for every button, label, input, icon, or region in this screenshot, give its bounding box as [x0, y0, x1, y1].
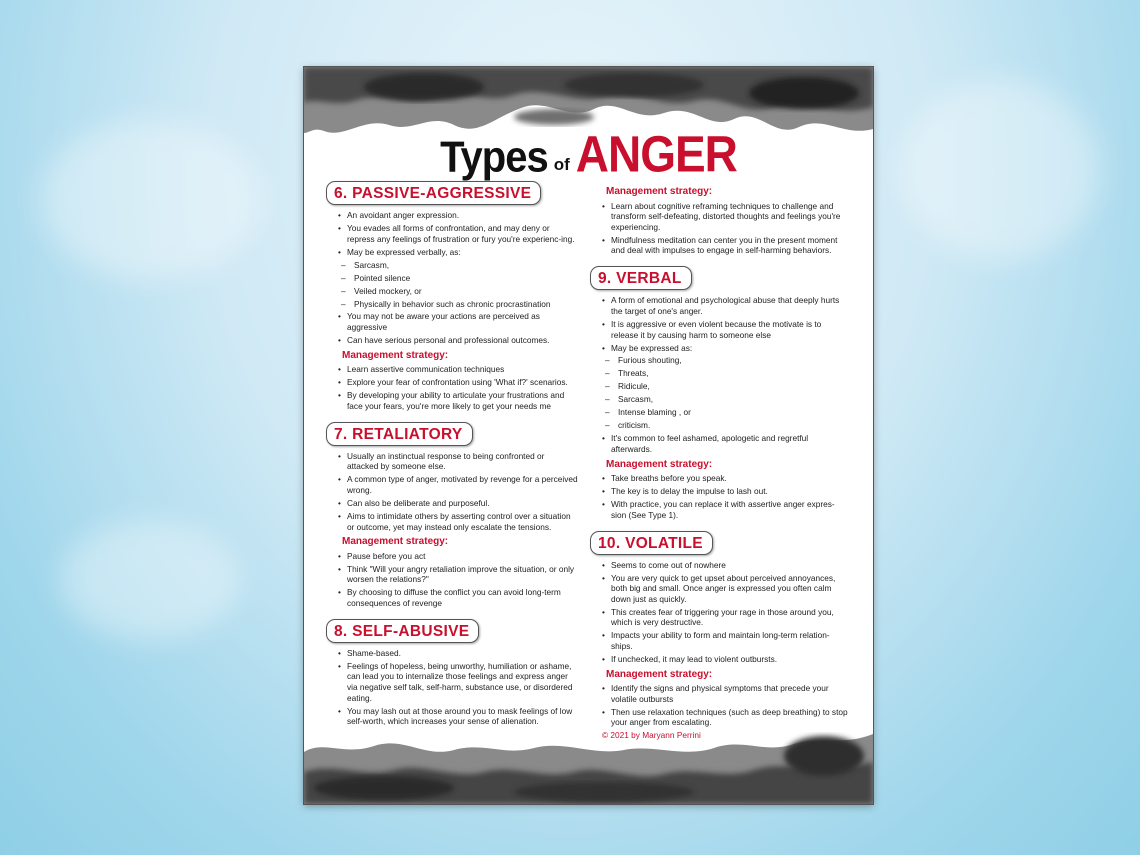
background-blot	[60, 520, 240, 640]
list-subitem: – criticism.	[602, 420, 848, 431]
left-column	[326, 181, 578, 729]
volatile-strategy-list	[602, 683, 848, 728]
list-item: • By choosing to diffuse the conflict you can avoid long-term consequences of revenge	[338, 587, 578, 608]
title-anger: ANGER	[575, 125, 737, 183]
list-item: • If unchecked, it may lead to violent outbursts.	[602, 654, 848, 665]
self-abusive-strategy-list	[602, 201, 848, 256]
list-subitem: – Veiled mockery, or	[338, 286, 578, 297]
list-item: • Mindfulness meditation can center you in the present moment and deal with impulses to engage in self-harming behaviors.	[602, 235, 848, 256]
management-strategy-heading: Management strategy:	[606, 186, 713, 197]
section-heading-retaliatory: 7. RETALIATORY	[326, 422, 473, 446]
management-strategy-heading: Management strategy:	[606, 458, 713, 470]
retaliatory-list	[338, 451, 578, 532]
list-item: • Can also be deliberate and purposeful.	[338, 498, 578, 509]
title-types: Types	[440, 132, 548, 182]
list-item: • You evades all forms of confrontation, and may deny or repress any feelings of frustration or fury you're experienc-ing.	[338, 223, 578, 244]
list-subitem: – Ridicule,	[602, 381, 848, 392]
section-heading-self-abusive: 8. SELF-ABUSIVE	[326, 619, 479, 643]
list-item: • Feelings of hopeless, being unworthy, humiliation or ashame, can lead you to internalize those feelings and express anger via negative self talk, self-harm, substance use, or disordered eating.	[338, 661, 578, 703]
management-strategy-heading: Management strategy:	[606, 668, 713, 680]
list-item: • Identify the signs and physical symptoms that precede your volatile outbursts	[602, 683, 848, 704]
section-heading-passive-aggressive: 6. PASSIVE-AGGRESSIVE	[326, 181, 541, 205]
verbal-list	[602, 295, 848, 454]
verbal-strategy-list	[602, 473, 848, 520]
list-item: • Take breaths before you speak.	[602, 473, 848, 484]
passive-aggressive-strategy-list	[338, 364, 578, 411]
right-column	[590, 187, 848, 741]
list-subitem: – Sarcasm,	[338, 260, 578, 271]
list-subitem: – Pointed silence	[338, 273, 578, 284]
list-subitem: – Furious shouting,	[602, 355, 848, 366]
retaliatory-strategy-list	[338, 551, 578, 609]
list-item: • You may lash out at those around you to mask feelings of low self-worth, which increases your sense of alienation.	[338, 706, 578, 727]
list-item: • Shame-based.	[338, 648, 578, 659]
list-item: • Explore your fear of confrontation using 'What if?' scenarios.	[338, 377, 578, 388]
anger-poster-sheet	[304, 67, 873, 804]
list-subitem: – Intense blaming , or	[602, 407, 848, 418]
list-item: • An avoidant anger expression.	[338, 210, 578, 221]
list-item: • A form of emotional and psychological abuse that deeply hurts the target of one's anger.	[602, 295, 848, 316]
list-item: • Can have serious personal and professional outcomes.	[338, 335, 578, 346]
list-item: • A common type of anger, motivated by revenge for a perceived wrong.	[338, 474, 578, 495]
management-strategy-heading: Management strategy:	[342, 536, 449, 548]
list-item: • The key is to delay the impulse to lash out.	[602, 486, 848, 497]
section-heading-verbal: 9. VERBAL	[590, 266, 692, 290]
list-item: • Pause before you act	[338, 551, 578, 562]
poster-title	[304, 127, 873, 181]
list-item: • Then use relaxation techniques (such as deep breathing) to stop your anger from escalating.	[602, 707, 848, 728]
list-item: • May be expressed as:	[602, 343, 848, 354]
volatile-list	[602, 560, 848, 665]
list-subitem: – Physically in behavior such as chronic procrastination	[338, 299, 578, 310]
background-blot	[900, 80, 1100, 260]
list-item: • Aims to intimidate others by asserting control over a situation or outcome, yet may instead only escalate the tensions.	[338, 511, 578, 532]
list-item: • Usually an instinctual response to being confronted or attacked by someone else.	[338, 451, 578, 472]
self-abusive-list	[338, 648, 578, 727]
list-subitem: – Sarcasm,	[602, 394, 848, 405]
list-item: • You are very quick to get upset about perceived annoyances, both big and small. Once anger is expressed you often calm down just as quickly.	[602, 573, 848, 605]
list-item: • Learn about cognitive reframing techniques to challenge and transform self-defeating, distorted thoughts and feelings you're experiencing.	[602, 201, 848, 233]
section-heading-volatile: 10. VOLATILE	[590, 531, 713, 555]
background-blot	[40, 120, 260, 280]
list-item: • This creates fear of triggering your rage in those around you, which is very destructive.	[602, 607, 848, 628]
title-of: of	[553, 155, 570, 174]
list-item: • May be expressed verbally, as:	[338, 247, 578, 258]
passive-aggressive-list	[338, 210, 578, 346]
copyright-notice: © 2021 by Maryann Perrini	[602, 730, 701, 741]
management-strategy-heading: Management strategy:	[342, 349, 449, 361]
list-item: • It is aggressive or even violent because the motivate is to release it by causing harm to someone else	[602, 319, 848, 340]
list-item: • You may not be aware your actions are perceived as aggressive	[338, 311, 578, 332]
list-item: • Seems to come out of nowhere	[602, 560, 848, 571]
list-item: • By developing your ability to articulate your frustrations and face your fears, you're more likely to get your needs me	[338, 390, 578, 411]
list-item: • Learn assertive communication techniques	[338, 364, 578, 375]
list-item: • It's common to feel ashamed, apologetic and regretful afterwards.	[602, 433, 848, 454]
list-subitem: – Threats,	[602, 368, 848, 379]
list-item: • Think "Will your angry retaliation improve the situation, or only worsen the relations?"	[338, 564, 578, 585]
list-item: • Impacts your ability to form and maintain long-term relation-ships.	[602, 630, 848, 651]
list-item: • With practice, you can replace it with assertive anger expres-sion (See Type 1).	[602, 499, 848, 520]
